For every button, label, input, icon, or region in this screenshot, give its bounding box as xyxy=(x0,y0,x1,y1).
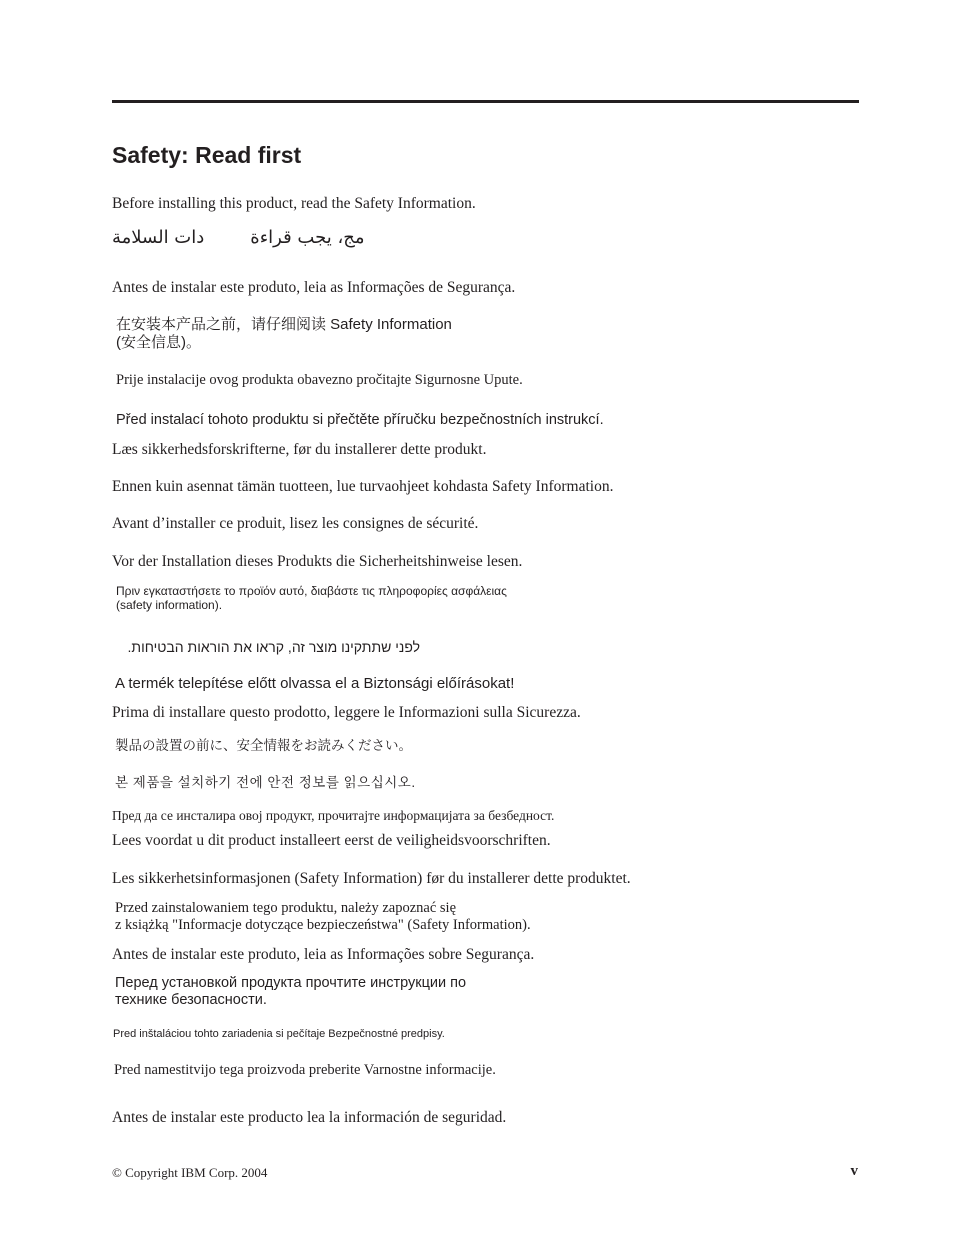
danish-statement: Læs sikkerhedsforskrifterne, før du installerer dette produkt. xyxy=(112,441,487,458)
page-title: Safety: Read first xyxy=(112,142,302,168)
french-statement: Avant d’installer ce produit, lisez les consignes de sécurité. xyxy=(112,515,479,532)
page-number: v xyxy=(850,1163,858,1179)
chinese-statement-2: (安全信息)。 xyxy=(116,334,201,351)
greek-statement: Πριν εγκαταστήσετε το προϊόν αυτό, διαβάστε τις πληροφορίες ασφάλειας xyxy=(116,584,507,598)
slovenian-statement: Pred namestitvijo tega proizvoda preberite Varnostne informacije. xyxy=(114,1062,496,1078)
arabic-statement xyxy=(112,227,365,248)
chinese-statement: 在安装本产品之前，请仔细阅读 Safety Information xyxy=(116,316,452,333)
croatian-statement: Prije instalacije ovog produkta obavezno pročitajte Sigurnosne Upute. xyxy=(116,372,523,388)
macedonian-statement: Пред да се инсталира овој продукт, прочитајте информацијата за безбедност. xyxy=(112,808,555,823)
top-rule xyxy=(112,100,859,103)
spanish-statement: Antes de instalar este producto lea la información de seguridad. xyxy=(112,1109,507,1126)
german-statement: Vor der Installation dieses Produkts die Sicherheitshinweise lesen. xyxy=(112,553,523,570)
portuguese-statement: Antes de instalar este produto, leia as Informações sobre Segurança. xyxy=(112,946,535,963)
greek-statement-2: (safety information). xyxy=(116,598,223,612)
portuguese-br-statement: Antes de instalar este produto, leia as Informações de Segurança. xyxy=(112,279,516,296)
copyright-notice: © Copyright IBM Corp. 2004 xyxy=(112,1165,268,1180)
norwegian-statement: Les sikkerhetsinformasjonen (Safety Information) før du installerer dette produktet. xyxy=(112,870,631,887)
arabic-part-1: مج، يجب قراءة xyxy=(250,227,365,248)
slovak-statement: Pred inštaláciou tohto zariadenia si pečítaje Bezpečnostné predpisy. xyxy=(113,1028,445,1040)
finnish-statement: Ennen kuin asennat tämän tuotteen, lue turvaohjeet kohdasta Safety Information. xyxy=(112,478,614,495)
italian-statement: Prima di installare questo prodotto, leggere le Informazioni sulla Sicurezza. xyxy=(112,704,581,721)
polish-statement-2: z książką "Informacje dotyczące bezpieczeństwa" (Safety Information). xyxy=(115,917,531,933)
japanese-statement: 製品の設置の前に、安全情報をお読みください。 xyxy=(115,738,412,753)
hungarian-statement: A termék telepítése előtt olvassa el a Biztonsági előírásokat! xyxy=(115,675,515,692)
russian-statement-2: технике безопасности. xyxy=(115,992,267,1008)
dutch-statement: Lees voordat u dit product installeert eerst de veiligheidsvoorschriften. xyxy=(112,832,551,849)
czech-statement: Před instalací tohoto produktu si přečtěte příručku bezpečnostních instrukcí. xyxy=(116,412,604,428)
korean-statement: 본 제품을 설치하기 전에 안전 정보를 읽으십시오. xyxy=(115,775,416,790)
intro-text: Before installing this product, read the Safety Information. xyxy=(112,195,476,212)
hebrew-statement: לפני שתתקינו מוצר זה, קראו את הוראות הבטיחות. xyxy=(127,639,420,655)
polish-statement: Przed zainstalowaniem tego produktu, należy zapoznać się xyxy=(115,900,457,916)
arabic-part-2: دات السلامة xyxy=(112,227,205,248)
russian-statement: Перед установкой продукта прочтите инструкции по xyxy=(115,975,467,991)
